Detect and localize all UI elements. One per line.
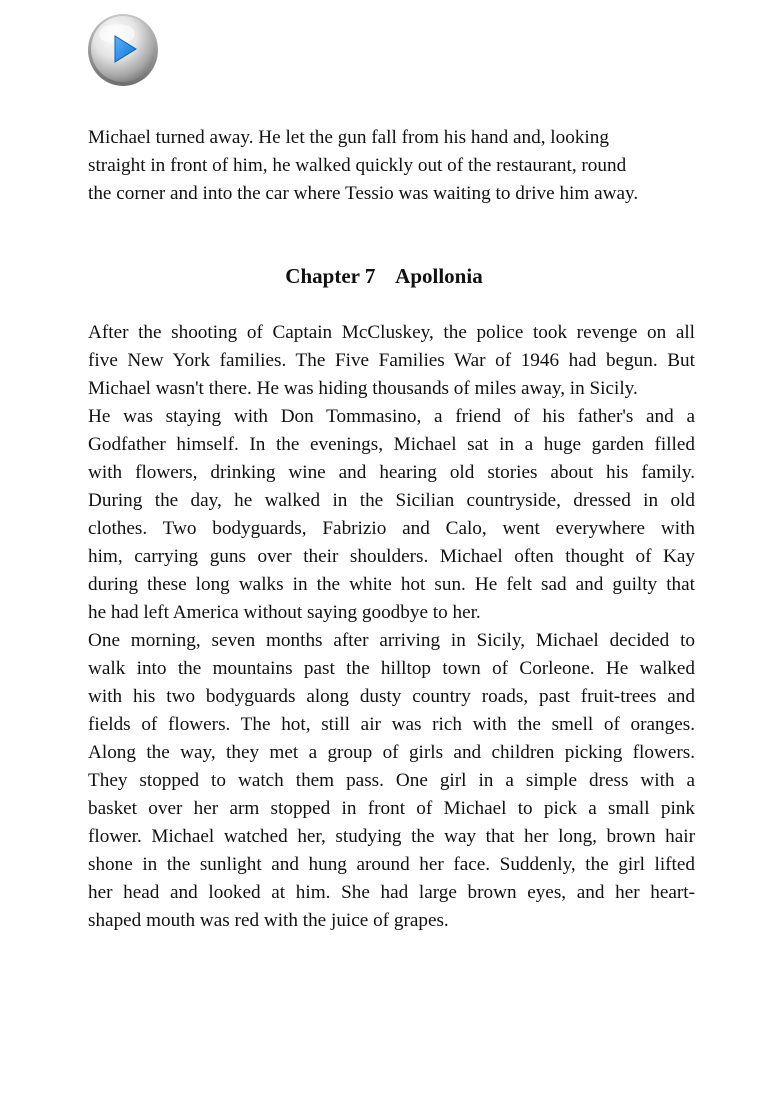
text-line: with flowers, drinking wine and hearing old stories about his family. (88, 462, 695, 483)
text-line: he had left America without saying goodbye to her. (88, 602, 481, 623)
text-line: They stopped to watch them pass. One girl in a simple dress with a (88, 770, 695, 791)
text-line: him, carrying guns over their shoulders. Michael often thought of Kay (88, 546, 695, 567)
text-line: her head and looked at him. She had large brown eyes, and her heart- (88, 882, 695, 903)
text-line: with his two bodyguards along dusty country roads, past fruit-trees and (88, 686, 695, 707)
text-line: clothes. Two bodyguards, Fabrizio and Calo, went everywhere with (88, 518, 695, 539)
chapter-body (88, 319, 695, 935)
text-line: the corner and into the car where Tessio was waiting to drive him away. (88, 183, 639, 204)
text-line: After the shooting of Captain McCluskey, the police took revenge on all (88, 322, 695, 343)
paragraph (88, 627, 695, 935)
chapter-heading (0, 262, 768, 290)
text-line: fields of flowers. The hot, still air was rich with the smell of oranges. (88, 714, 695, 735)
text-line: He was staying with Don Tommasino, a friend of his father's and a (88, 406, 695, 427)
text-line: flower. Michael watched her, studying the way that her long, brown hair (88, 826, 695, 847)
text-line: walk into the mountains past the hilltop town of Corleone. He walked (88, 658, 695, 679)
paragraph (88, 319, 695, 403)
text-line: Along the way, they met a group of girls and children picking flowers. (88, 742, 695, 763)
intro-paragraph (88, 124, 695, 208)
text-line: Godfather himself. In the evenings, Michael sat in a huge garden filled (88, 434, 695, 455)
chapter-title: Apollonia (395, 264, 483, 288)
chapter-number: Chapter 7 (285, 264, 376, 288)
text-line: Michael turned away. He let the gun fall from his hand and, looking (88, 127, 609, 148)
text-line: shone in the sunlight and hung around her face. Suddenly, the girl lifted (88, 854, 695, 875)
paragraph (88, 403, 695, 627)
text-line: One morning, seven months after arriving in Sicily, Michael decided to (88, 630, 695, 651)
text-line: Michael wasn't there. He was hiding thousands of miles away, in Sicily. (88, 378, 638, 399)
text-line: basket over her arm stopped in front of Michael to pick a small pink (88, 798, 695, 819)
audio-play-button[interactable] (86, 10, 160, 88)
text-line: during these long walks in the white hot sun. He felt sad and guilty that (88, 574, 695, 595)
text-line: straight in front of him, he walked quickly out of the restaurant, round (88, 155, 627, 176)
text-line: shaped mouth was red with the juice of grapes. (88, 910, 449, 931)
play-icon (86, 10, 160, 88)
text-line: five New York families. The Five Families War of 1946 had begun. But (88, 350, 695, 371)
text-line: During the day, he walked in the Sicilian countryside, dressed in old (88, 490, 695, 511)
